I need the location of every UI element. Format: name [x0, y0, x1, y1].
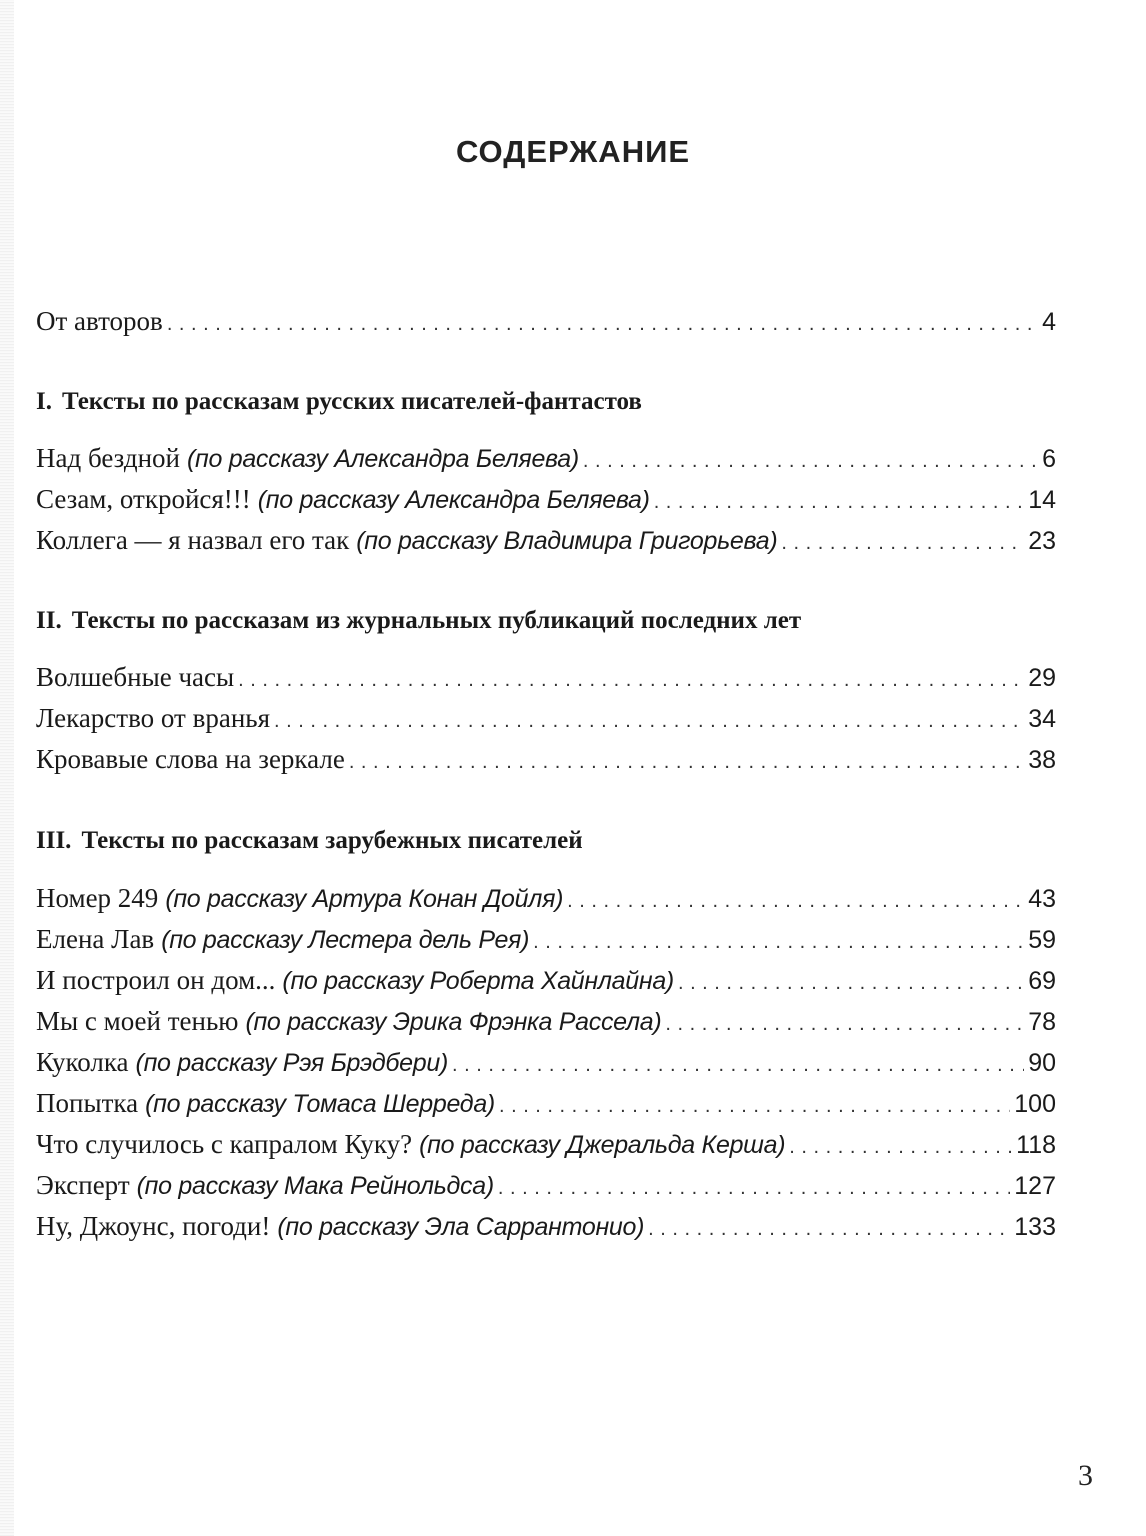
entry-page: 43: [1028, 885, 1056, 913]
toc-entry[interactable]: [36, 703, 1056, 737]
section-number: III.: [36, 827, 72, 854]
toc-entry[interactable]: [36, 924, 1056, 958]
entry-title: Попытка: [36, 1088, 139, 1118]
section-number: II.: [36, 607, 62, 634]
scan-edge: [0, 0, 14, 1536]
entry-title: От авторов: [36, 306, 163, 336]
leader-dots: [499, 1095, 1010, 1118]
entry-page: 38: [1028, 746, 1056, 774]
entry-page: 59: [1028, 926, 1056, 954]
entry-page: 100: [1014, 1090, 1056, 1118]
entry-title: Лекарство от вранья: [36, 703, 271, 733]
entry-page: 6: [1042, 445, 1056, 473]
leader-dots: [349, 751, 1024, 774]
leader-dots: [238, 669, 1024, 692]
leader-dots: [498, 1177, 1010, 1200]
entry-title: Кровавые слова на зеркале: [36, 744, 345, 774]
entry-source: (по рассказу Владимира Григорьева): [356, 527, 778, 555]
entry-page: 90: [1028, 1049, 1056, 1077]
toc-entry[interactable]: [36, 525, 1056, 559]
entry-page: 133: [1014, 1213, 1056, 1241]
entry-page: 29: [1028, 664, 1056, 692]
section-heading-3: [36, 827, 1056, 861]
entry-title: Эксперт: [36, 1170, 130, 1200]
section-heading-2: [36, 607, 1056, 641]
entry-page: 23: [1028, 527, 1056, 555]
entry-page: 34: [1028, 705, 1056, 733]
entry-page: 4: [1042, 308, 1056, 336]
entry-source: (по рассказу Рэя Брэдбери): [135, 1049, 448, 1077]
entry-title: Ну, Джоунс, погоди!: [36, 1211, 271, 1241]
entry-source: (по рассказу Томаса Шерреда): [145, 1090, 495, 1118]
leader-dots: [583, 450, 1038, 473]
entry-title: Елена Лав: [36, 924, 155, 954]
entry-title: Мы с моей тенью: [36, 1006, 239, 1036]
leader-dots: [533, 931, 1024, 954]
entry-title: Сезам, откройся!!!: [36, 484, 251, 514]
section-title: Тексты по рассказам из журнальных публикаций последних лет: [71, 607, 802, 634]
entry-page: 127: [1014, 1172, 1056, 1200]
entry-source: (по рассказу Лестера дель Рея): [161, 926, 530, 954]
toc-entry[interactable]: [36, 1006, 1056, 1040]
entry-page: 69: [1028, 967, 1056, 995]
leader-dots: [781, 532, 1024, 555]
toc-entry[interactable]: [36, 1170, 1056, 1204]
page-number: 3: [1078, 1459, 1093, 1492]
entry-title: Номер 249: [36, 883, 159, 913]
entry-title: Коллега — я назвал его так: [36, 525, 350, 555]
entry-title: Что случилось с капралом Куку?: [36, 1129, 413, 1159]
leader-dots: [648, 1218, 1010, 1241]
toc-entry[interactable]: [36, 744, 1056, 778]
leader-dots: [665, 1013, 1024, 1036]
leader-dots: [567, 890, 1024, 913]
toc-entry[interactable]: [36, 443, 1056, 477]
page-title: СОДЕРЖАНИЕ: [455, 134, 691, 169]
entry-source: (по рассказу Артура Конан Дойля): [165, 885, 564, 913]
toc-entry[interactable]: [36, 662, 1056, 696]
toc-entry[interactable]: [36, 883, 1056, 917]
leader-dots: [789, 1136, 1012, 1159]
entry-source: (по рассказу Мака Рейнольдса): [136, 1172, 494, 1200]
section-heading-1: [36, 388, 1056, 422]
toc-entry[interactable]: [36, 1211, 1056, 1245]
toc-entry[interactable]: [36, 1047, 1056, 1081]
toc-entry-intro[interactable]: [36, 306, 1056, 340]
toc-entry[interactable]: [36, 1129, 1056, 1163]
entry-page: 78: [1028, 1008, 1056, 1036]
section-title: Тексты по рассказам зарубежных писателей: [81, 827, 583, 854]
entry-title: И построил он дом...: [36, 965, 276, 995]
leader-dots: [167, 313, 1038, 336]
toc-entry[interactable]: [36, 1088, 1056, 1122]
entry-source: (по рассказу Джеральда Керша): [419, 1131, 786, 1159]
toc-entry[interactable]: [36, 965, 1056, 999]
entry-source: (по рассказу Александра Беляева): [257, 486, 650, 514]
entry-title: Куколка: [36, 1047, 129, 1077]
entry-source: (по рассказу Роберта Хайнлайна): [282, 967, 674, 995]
entry-title: Над бездной: [36, 443, 180, 473]
entry-page: 14: [1028, 486, 1056, 514]
entry-source: (по рассказу Эрика Фрэнка Рассела): [245, 1008, 662, 1036]
toc-entry[interactable]: [36, 484, 1056, 518]
entry-title: Волшебные часы: [36, 662, 235, 692]
entry-page: 118: [1016, 1131, 1056, 1159]
section-title: Тексты по рассказам русских писателей-фантастов: [61, 388, 642, 415]
entry-source: (по рассказу Эла Саррантонио): [277, 1213, 645, 1241]
leader-dots: [654, 491, 1025, 514]
leader-dots: [274, 710, 1024, 733]
entry-source: (по рассказу Александра Беляева): [186, 445, 579, 473]
section-number: I.: [36, 388, 52, 415]
leader-dots: [452, 1054, 1024, 1077]
leader-dots: [678, 972, 1024, 995]
